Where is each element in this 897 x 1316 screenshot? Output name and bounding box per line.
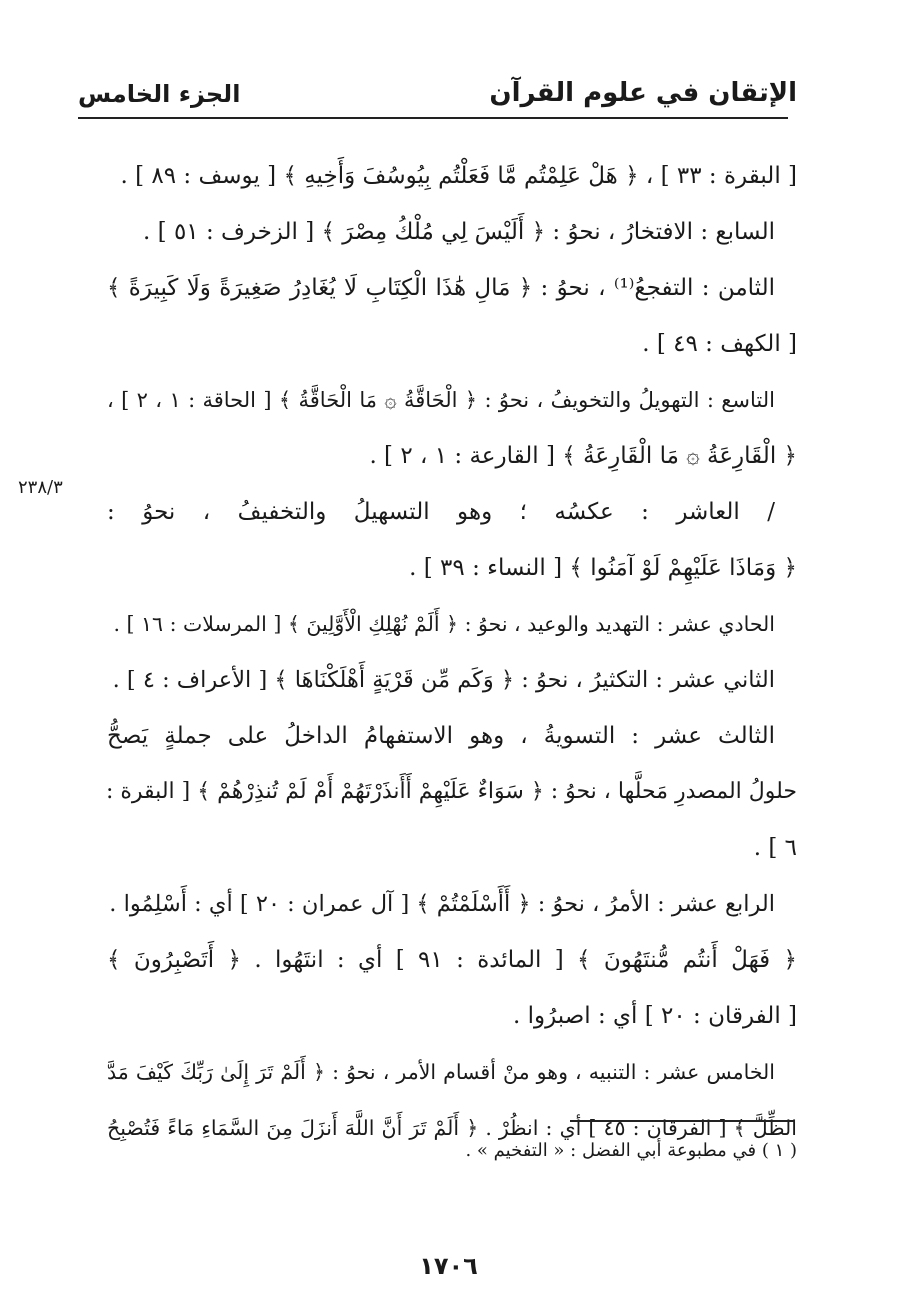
margin-reference: ٢٣٨/٣: [18, 477, 63, 498]
body-text: [107, 148, 797, 1156]
text-line-7: / العاشر : عكسُه ؛ وهو التسهيلُ والتخفيفُ ، نحوُ :: [107, 499, 775, 525]
text-line-8: ﴿ وَمَاذَا عَلَيْهِمْ لَوْ آمَنُوا ﴾ [ النساء : ٣٩ ] .: [409, 555, 797, 581]
text-line-5: التاسع : التهويلُ والتخويفُ ، نحوُ : ﴿ الْحَاقَّةُ ۞ مَا الْحَاقَّةُ ﴾ [ الحاقة : ١ ، ٢ ] ،: [107, 388, 775, 412]
text-line-15: ﴿ فَهَلْ أَنتُم مُّنتَهُونَ ﴾ [ المائدة : ٩١ ] أي : انتَهُوا . ﴿ أَتَصْبِرُونَ ﴾: [107, 947, 797, 973]
text-line-18: الظِّلَّ ﴾ [ الفرقان : ٤٥ ] أي : انظُرْ . ﴿ أَلَمْ تَرَ أَنَّ اللَّهَ أَنزَلَ مِنَ السَّمَاءِ مَاءً فَتُصْبِحُ: [107, 1116, 797, 1140]
running-header-title: الإتقان في علوم القرآن: [489, 78, 797, 108]
text-line-1: [ البقرة : ٣٣ ] ، ﴿ هَلْ عَلِمْتُم مَّا فَعَلْتُم بِيُوسُفَ وَأَخِيهِ ﴾ [ يوسف : ٨٩ ] .: [120, 163, 797, 189]
text-line-9: الحادي عشر : التهديد والوعيد ، نحوُ : ﴿ أَلَمْ نُهْلِكِ الْأَوَّلِينَ ﴾ [ المرسلات : ١٦ ] .: [113, 612, 775, 636]
footnote-rule: [570, 1120, 795, 1122]
text-line-13: ٦ ] .: [753, 835, 797, 861]
footnote: ( ١ ) في مطبوعة أبي الفضل : « التفخيم » .: [465, 1140, 797, 1161]
text-line-2: السابع : الافتخارُ ، نحوُ : ﴿ أَلَيْسَ لِي مُلْكُ مِصْرَ ﴾ [ الزخرف : ٥١ ] .: [143, 219, 775, 245]
text-line-6: ﴿ الْقَارِعَةُ ۞ مَا الْقَارِعَةُ ﴾ [ القارعة : ١ ، ٢ ] .: [369, 443, 797, 469]
text-line-10: الثاني عشر : التكثيرُ ، نحوُ : ﴿ وَكَم مِّن قَرْيَةٍ أَهْلَكْنَاهَا ﴾ [ الأعراف : ٤ ] .: [112, 667, 775, 693]
page-number: ١٧٠٦: [419, 1252, 478, 1280]
text-line-4: [ الكهف : ٤٩ ] .: [642, 331, 797, 357]
text-line-11: الثالث عشر : التسويةُ ، وهو الاستفهامُ الداخلُ على جملةٍ يَصحُّ: [107, 723, 775, 749]
text-line-17: الخامس عشر : التنبيه ، وهو منْ أقسام الأمر ، نحوُ : ﴿ أَلَمْ تَرَ إِلَىٰ رَبِّكَ كَيْفَ مَدَّ: [107, 1060, 775, 1084]
text-line-14: الرابع عشر : الأمرُ ، نحوُ : ﴿ أَأَسْلَمْتُمْ ﴾ [ آل عمران : ٢٠ ] أي : أَسْلِمُوا .: [109, 891, 775, 917]
text-line-12: حلولُ المصدرِ مَحلَّها ، نحوُ : ﴿ سَوَاءٌ عَلَيْهِمْ أَأَنذَرْتَهُمْ أَمْ لَمْ تُنذِرْهُمْ ﴾ [ البقرة :: [105, 779, 797, 804]
text-line-3: الثامن : التفجعُ⁽¹⁾ ، نحوُ : ﴿ مَالِ هَٰذَا الْكِتَابِ لَا يُغَادِرُ صَغِيرَةً وَلَا كَبِيرَةً ﴾: [107, 275, 775, 301]
text-line-16: [ الفرقان : ٢٠ ] أي : اصبرُوا .: [512, 1003, 797, 1029]
running-header-part: الجزء الخامس: [78, 80, 241, 108]
header-rule: [78, 117, 788, 119]
